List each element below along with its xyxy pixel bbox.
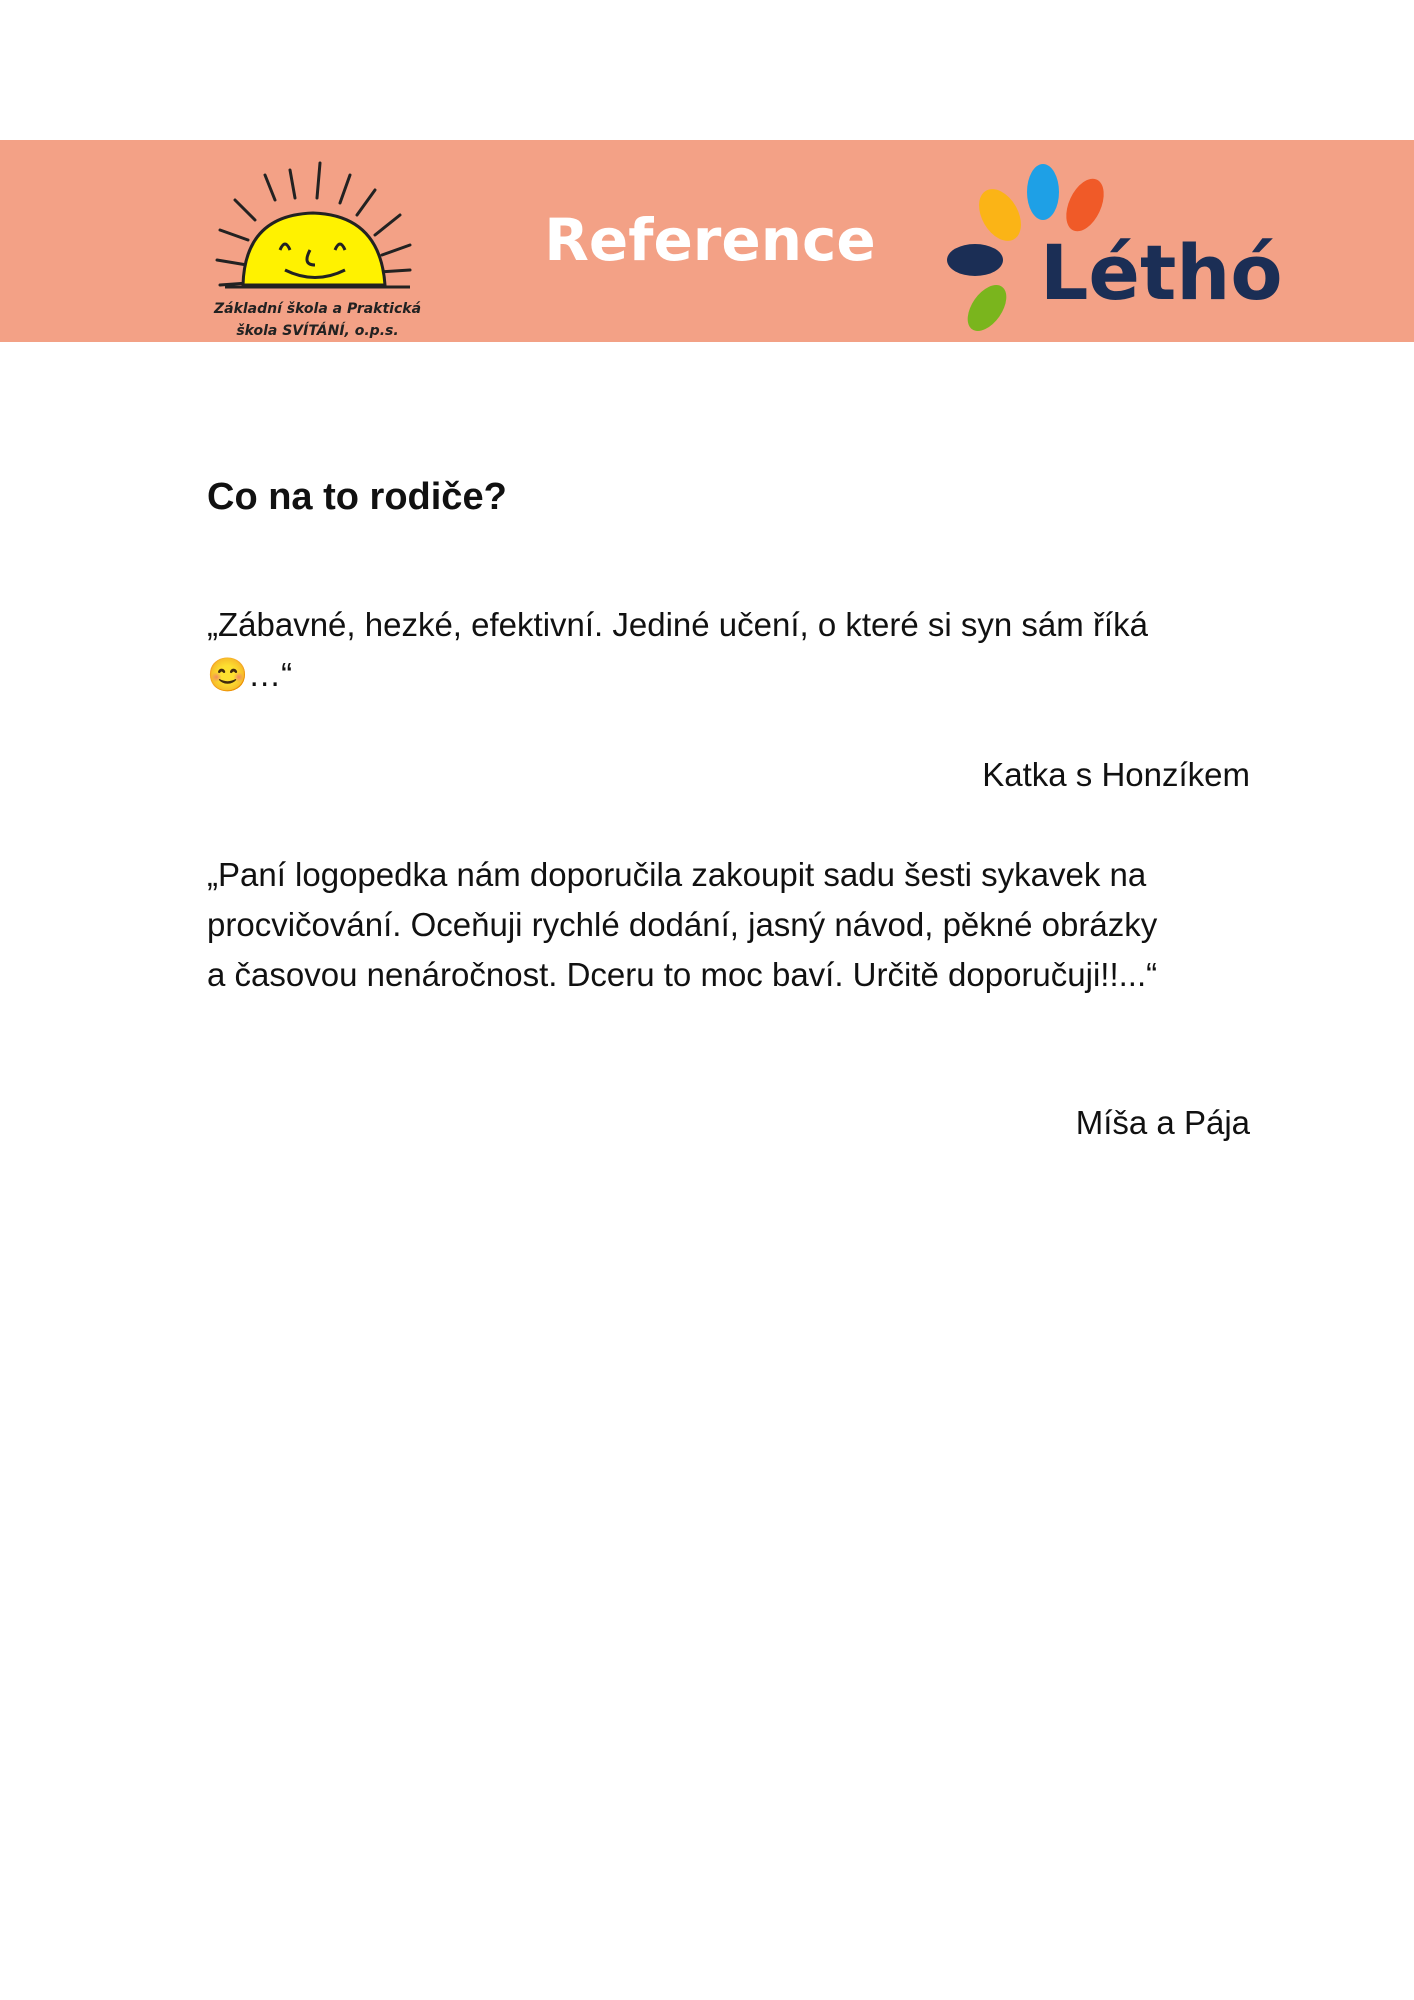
- testimonial-quote: „Paní logopedka nám doporučila zakoupit sadu šesti sykavek na procvičování. Oceňuji rychlé dodání, jasný návod, pěkné obrázky a časovou nenáročnost. Dceru to moc baví. Určitě doporučuji!!...“: [207, 856, 1158, 993]
- school-logo-caption: Základní škola a Praktická škola SVÍTÁNÍ, o.p.s.: [213, 301, 422, 339]
- letho-logo-text: Léthó: [1040, 228, 1283, 317]
- page-title: Reference: [544, 206, 876, 274]
- testimonial-author: Katka s Honzíkem: [982, 756, 1250, 793]
- testimonial-quote: „Zábavné, hezké, efektivní. Jediné učení, o které si syn sám říká 😊…“: [207, 606, 1148, 693]
- testimonial-author: Míša a Pája: [1075, 1104, 1250, 1141]
- section-heading: Co na to rodiče?: [207, 476, 507, 518]
